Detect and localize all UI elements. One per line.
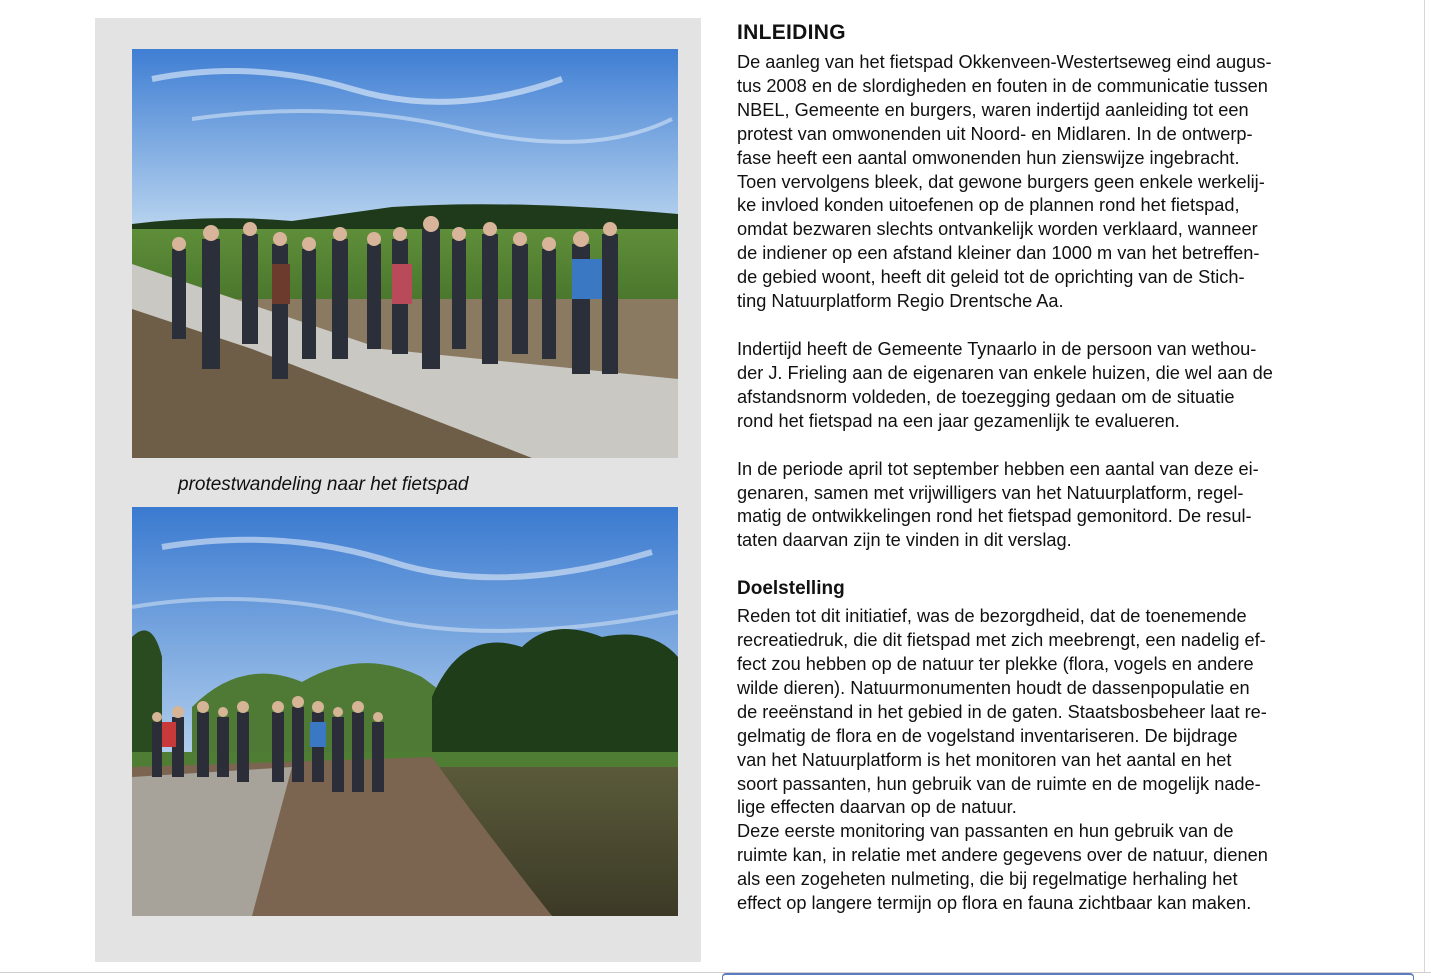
photo-caption: protestwandeling naar het fietspad <box>178 474 469 495</box>
intro-paragraph: Indertijd heeft de Gemeente Tynaarlo in de persoon van wethou- der J. Frieling aan de eigenaren van enkele huizen, die wel aan de afstandsnorm voldeden, de toezegging gedaan om de situatie rond het fietspad na een jaar gezamenlijk te evalueren. <box>737 338 1273 431</box>
photo-group-at-water <box>132 507 678 916</box>
page-edge <box>1424 0 1425 972</box>
photo-protest-walk <box>132 49 678 458</box>
article-body <box>737 20 1327 916</box>
intro-paragraph: De aanleg van het fietspad Okkenveen-Westertseweg eind augus- tus 2008 en de slordigheden en fouten in de communicatie tussen NBEL, Gemeente en burgers, waren indertijd aanleiding tot een protest van omwonenden uit Noord- en Midlaren. In de ontwerp- fase heeft een aantal omwonenden hun zienswijze ingebracht. Toen vervolgens bleek, dat gewone burgers geen enkele werkelij- ke invloed konden uitoefenen op de plannen rond het fietspad, omdat bezwaren slechts ontvankelijk worden verklaard, wanneer de indiener op een afstand kleiner dan 1000 m van het betreffen- de gebied woont, heeft dit geleid tot de oprichting van de Stich- ting Natuurplatform Regio Drentsche Aa. <box>737 52 1272 312</box>
goal-paragraph: Reden tot dit initiatief, was de bezorgdheid, dat de toenemende recreatiedruk, die dit fietspad met zich meebrengt, een nadelig ef- fect zou hebben op de natuur ter plekke (flora, vogels en andere wilde dieren). Natuurmonumenten houdt de dassenpopulatie en de reeënstand in het gebied in de gaten. Staatsbosbeheer laat re- gelmatig de flora en de vogelstand inventariseren. De bijdrage van het Natuurplatform is het monitoren van het aantal en het soort passanten, hun gebruik van de ruimte en de mogelijk nade- lige effecten daarvan op de natuur. <box>737 606 1267 818</box>
subsection-heading: Doelstelling <box>737 578 845 600</box>
photo-group-at-water-image <box>132 507 678 916</box>
photo-protest-walk-image <box>132 49 678 458</box>
goal-paragraph: Deze eerste monitoring van passanten en hun gebruik van de ruimte kan, in relatie met andere gegevens over de natuur, dienen als een zogeheten nulmeting, die bij regelmatige herhaling het effect op langere termijn op flora en fauna zichtbaar kan maken. <box>737 821 1268 914</box>
next-page-edge[interactable] <box>722 973 1414 980</box>
section-heading: INLEIDING <box>737 21 846 44</box>
photo-panel <box>95 18 701 962</box>
intro-paragraph: In de periode april tot september hebben een aantal van deze ei- genaren, samen met vrijwilligers van het Natuurplatform, regel- matig de ontwikkelingen rond het fietspad gemonitord. De resul- taten daarvan zijn te vinden in dit verslag. <box>737 458 1259 551</box>
